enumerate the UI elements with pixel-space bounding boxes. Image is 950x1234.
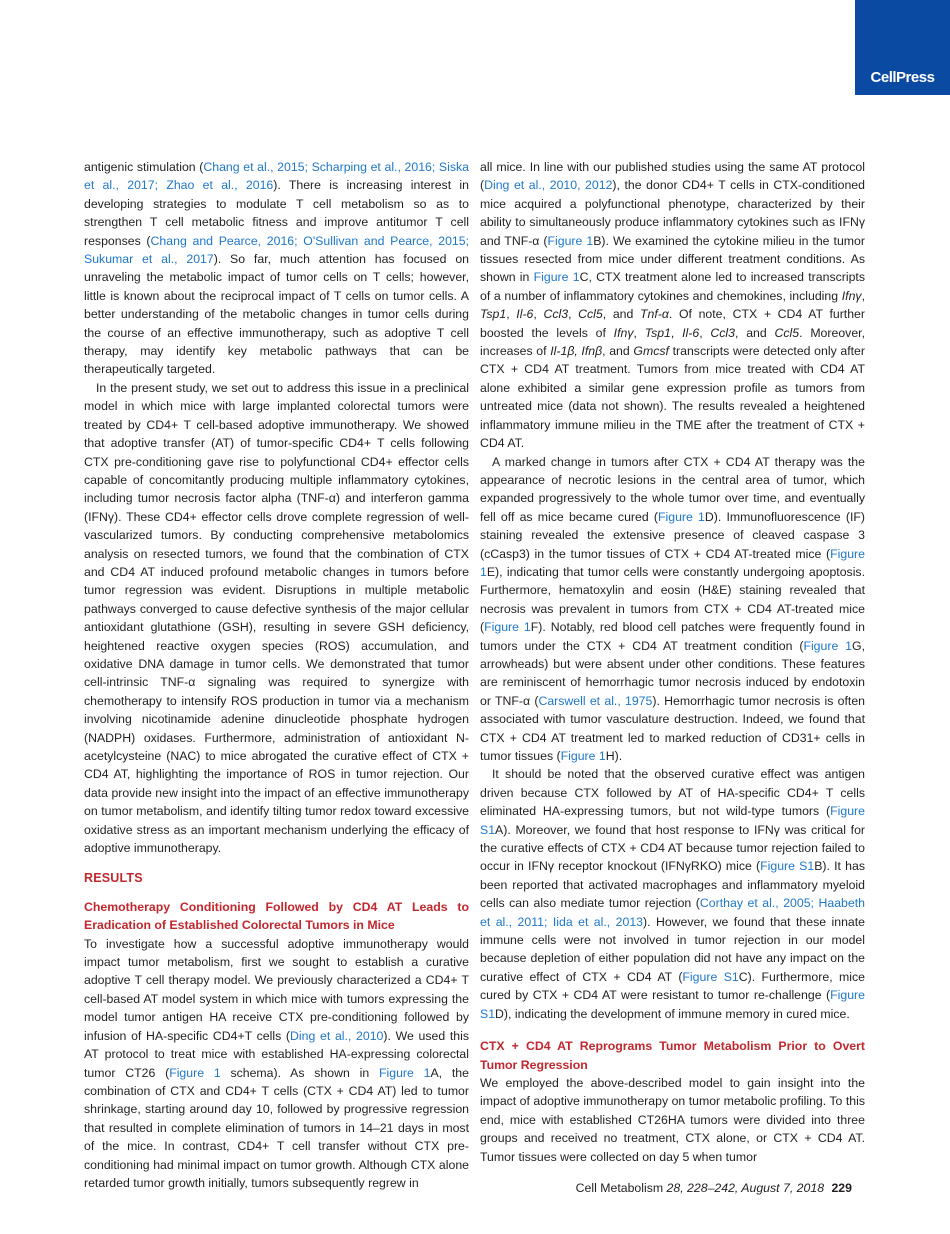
gene-name: Gmcsf [633, 344, 669, 359]
text: F). Notably, red blood cell patches were frequently found in tumors under the CTX + CD4 AT treatment condition ( [480, 620, 865, 653]
gene-name: Ccl5 [578, 307, 603, 322]
gene-name: Il-6 [682, 325, 700, 340]
figure-link[interactable]: Figure 1 [480, 546, 865, 579]
text: C, CTX treatment alone led to increased transcripts of a number of inflammatory cytokines and chemokines, including [480, 270, 865, 303]
text: , and [735, 325, 775, 340]
figure-link[interactable]: Figure 1 [484, 620, 531, 635]
text: D). Immunofluorescence (IF) staining revealed the extensive presence of cleaved caspase 3 (cCasp3) in the tumor tissues of CTX + CD4 AT-treated mice ( [480, 509, 865, 561]
figure-link[interactable]: Figure 1 [547, 233, 594, 248]
text: E), indicating that tumor cells were constantly undergoing apoptosis. Furthermore, hematoxylin and eosin (H&E) staining revealed that necrosis was prevalent in tumors from CTX + CD4 AT-treated mice ( [480, 564, 865, 635]
right-column [480, 158, 865, 1166]
text: A marked change in tumors after CTX + CD4 AT therapy was the appearance of necrotic lesions in the central area of tumor, which expanded progressively to the whole tumor over time, and eventually fell off as mice became cured ( [480, 454, 865, 524]
paragraph: We employed the above-described model to gain insight into the impact of adoptive immunotherapy on tumor metabolic profiling. To this end, mice with established CT26HA tumors were divided into three groups and received no treatment, CTX alone, or CTX + CD4 AT. Tumor tissues were collected on day 5 when tumor [480, 1075, 865, 1164]
section-heading-results: RESULTS [84, 871, 143, 886]
text: transcripts were detected only after CTX + CD4 AT treatment. Tumors from mice treated with CD4 AT alone exhibited a similar gene expression profile as tumors from untreated mice (data not shown). The results revealed a heightened inflammatory immune milieu in the TME after the treatment of CTX + CD4 AT. [480, 344, 865, 451]
figure-link[interactable]: Figure 1 [533, 270, 580, 285]
text: schema). As shown in [220, 1065, 379, 1080]
text: , and [602, 307, 640, 322]
text: A). Moreover, we found that host response to IFNγ was critical for the curative effects of CTX + CD4 AT because tumor rejection failed to occur in IFNγ receptor knockout (IFNγRKO) mice ( [480, 822, 865, 874]
gene-name: Ccl5 [774, 325, 800, 340]
page-number: 229 [831, 1181, 852, 1195]
text: , [861, 288, 865, 303]
figure-link[interactable]: Figure S1 [682, 969, 739, 984]
citation-link[interactable]: Chang and Pearce, 2016; O'Sullivan and Pearce, 2015; Sukumar et al., 2017 [84, 233, 470, 267]
text: , [633, 325, 645, 340]
text: B). We examined the cytokine milieu in the tumor tissues resected from mice under different treatment conditions. As shown in [480, 233, 865, 285]
paragraph [480, 158, 865, 453]
text: G, arrowheads) but were absent under other conditions. These features are reminiscent of hemorrhagic tumor necrosis induced by endotoxin or TNF-α ( [480, 638, 865, 708]
text: ). We used this AT protocol to treat mice with established HA-expressing colorectal tumor CT26 ( [84, 1028, 470, 1080]
text: , [533, 307, 544, 322]
figure-link[interactable]: Figure 1 [803, 638, 852, 653]
text: A, the combination of CTX and CD4+ T cells (CTX + CD4 AT) led to tumor shrinkage, starting around day 10, followed by progressive regression that resulted in complete elimination of tumors in 14–21 days in most of the mice. In contrast, CD4+ T cell transfer without CTX pre-conditioning had minimal impact on tumor growth. Although CTX alone retarded tumor growth initially, tumors subsequently regrew in [84, 1065, 469, 1190]
gene-name: Tsp1 [644, 325, 671, 340]
gene-name: Il-6 [516, 307, 534, 322]
cellpress-logo [855, 0, 950, 95]
citation-link[interactable]: Ding et al., 2010 [290, 1028, 384, 1043]
figure-link[interactable]: Figure S1 [480, 804, 865, 837]
text: antigenic stimulation ( [84, 160, 204, 174]
figure-link[interactable]: Figure 1 [169, 1065, 221, 1080]
text: , [699, 325, 711, 340]
citation-link[interactable]: Corthay et al., 2005; Haabeth et al., 2011; Iida et al., 2013 [480, 896, 865, 929]
citation-link[interactable]: Chang et al., 2015; Scharping et al., 2016; Siska et al., 2017; Zhao et al., 2016 [84, 160, 469, 193]
paragraph [480, 453, 865, 766]
gene-name: Tnf-α [640, 307, 669, 322]
figure-link[interactable]: Figure S1 [760, 859, 815, 874]
figure-link[interactable]: Figure 1 [657, 509, 705, 524]
figure-link[interactable]: Figure 1 [378, 1065, 431, 1080]
citation-link[interactable]: Carswell et al., 1975 [538, 693, 653, 708]
text: , [506, 307, 517, 322]
gene-name: Ccl3 [543, 307, 569, 322]
text: all mice. In line with our published studies using the same AT protocol ( [480, 160, 865, 193]
paragraph [84, 935, 469, 1193]
text: . Of note, CTX + CD4 AT further boosted the levels of [480, 307, 865, 340]
citation-link[interactable]: Ding et al., 2010, 2012 [484, 178, 613, 193]
text: , [670, 325, 683, 340]
text: ). Hemorrhagic tumor necrosis is often associated with tumor vasculature destruction. Indeed, we found that CTX + CD4 AT treatment led to marked reduction of CD31+ cells in tumor tissues ( [480, 693, 866, 763]
text: ). There is increasing interest in developing strategies to modulate T cell metabolism so as to strengthen T cell metabolic fitness and improve antitumor T cell responses ( [84, 178, 469, 248]
paragraph [480, 765, 865, 1023]
gene-name: Ifnγ [613, 325, 634, 340]
text: , and [602, 344, 634, 359]
text: D), indicating the development of immune memory in cured mice. [495, 1006, 850, 1021]
text: ). So far, much attention has focused on unraveling the metabolic impact of tumor cells on T cells; however, little is known about the reciprocal impact of T cells on tumor cells. A better understanding of the metabolic changes in tumor cells during the course of an effective immunotherapy, such as adoptive T cell therapy, may identify key metabolic pathways that can be therapeutically targeted. [84, 252, 469, 377]
subsection-heading: CTX + CD4 AT Reprograms Tumor Metabolism Prior to Overt Tumor Regression [480, 1039, 865, 1072]
text: ), the donor CD4+ T cells in CTX-conditioned mice acquired a polyfunctional phenotype, characterized by their ability to simultaneously produce inflammatory cytokines such as IFNγ and TNF-α ( [480, 178, 865, 248]
figure-link[interactable]: Figure S1 [480, 988, 865, 1021]
page-footer [576, 1181, 852, 1195]
paragraph: In the present study, we set out to address this issue in a preclinical model in which mice with large implanted colorectal tumors were treated by CD4+ T cell-based adoptive immunotherapy. We showed that adoptive transfer (AT) of tumor-specific CD4+ T cells following CTX pre-conditioning gave rise to polyfunctional CD4+ effector cells capable of concomitantly producing multiple inflammatory cytokines, including tumor necrosis factor alpha (TNF-α) and interferon gamma (IFNγ). These CD4+ effector cells drove complete regression of well-vascularized tumors. By conducting comprehensive metabolomics analysis on resected tumors, we found that the combination of CTX and CD4 AT induced profound metabolic changes in tumors before tumor regression was evident. Disruptions in multiple metabolic pathways converged to cause defective synthesis of the major cellular antioxidant glutathione (GSH), resulting in severe GSH deficiency, heightened reactive oxygen species (ROS) accumulation, and oxidative DNA damage in tumor cells. We demonstrated that tumor cell-intrinsic TNF-α signaling was required to synergize with chemotherapy to intensify ROS production in tumor via a mechanism involving nicotinamide adenine dinucleotide phosphate hydrogen (NADPH) oxidases. Furthermore, administration of antioxidant N-acetylcysteine (NAC) to mice abrogated the curative effect of CTX + CD4 AT, highlighting the importance of ROS in tumor rejection. Our data provide new insight into the impact of an effective immunotherapy on tumor metabolism, and identify tilting tumor redox toward excessive oxidative stress as an important mechanism underlying the efficacy of adoptive immunotherapy. [84, 380, 469, 856]
text: C). Furthermore, mice cured by CTX + CD4 AT were resistant to tumor re-challenge ( [480, 969, 865, 1003]
text: H). [605, 749, 623, 763]
citation-info: 28, 228–242, August 7, 2018 [666, 1181, 825, 1195]
text: B). It has been reported that activated macrophages and inflammatory myeloid cells can also mediate tumor rejection ( [480, 859, 865, 911]
gene-name: Il-1β, Ifnβ [550, 344, 603, 359]
brand-label: CellPress [870, 69, 935, 86]
text: It should be noted that the observed curative effect was antigen driven because CTX followed by AT of HA-specific CD4+ T cells eliminated HA-expressing tumors, but not wild-type tumors ( [480, 767, 865, 819]
text: . Moreover, increases of [480, 325, 865, 359]
left-column [84, 158, 469, 1192]
paragraph [84, 158, 469, 379]
text: , [568, 307, 579, 322]
gene-name: Tsp1 [480, 307, 507, 322]
gene-name: Ifnγ [841, 288, 862, 303]
figure-link[interactable]: Figure 1 [560, 749, 606, 763]
gene-name: Ccl3 [710, 325, 736, 340]
text: ). However, we found that these innate immune cells were not involved in tumor rejection in our model because depletion of either population did not have any impact on the curative effect of CTX + CD4 AT ( [480, 914, 865, 984]
subsection-heading: Chemotherapy Conditioning Followed by CD4 AT Leads to Eradication of Established Colorectal Tumors in Mice [84, 899, 469, 933]
text: To investigate how a successful adoptive immunotherapy would impact tumor metabolism, first we sought to establish a curative adoptive T cell therapy model. We previously characterized a CD4+ T cell-based AT model system in which mice with tumors expressing the model tumor antigen HA receive CTX pre-conditioning followed by infusion of HA-specific CD4+T cells ( [84, 936, 469, 1043]
journal-name: Cell Metabolism [575, 1181, 664, 1195]
